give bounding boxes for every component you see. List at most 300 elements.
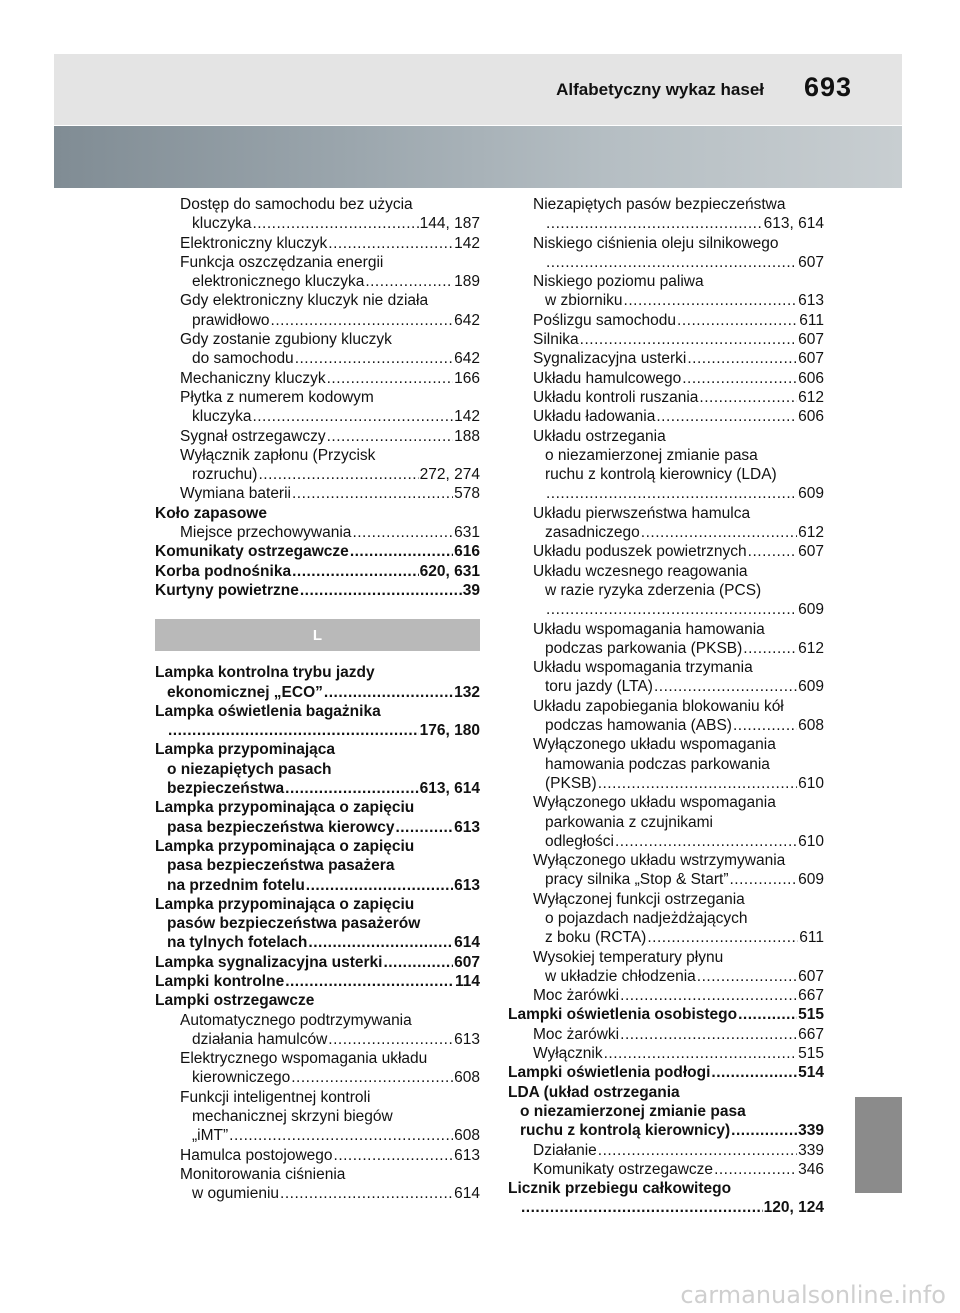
index-entry-text: Moc żarówki (533, 1025, 620, 1043)
index-entry (155, 234, 480, 253)
index-entry (508, 851, 824, 890)
index-entry-text: prawidłowo (192, 311, 270, 329)
dot-leader (324, 683, 453, 702)
index-entry-line: Lampka przypominająca (155, 741, 336, 759)
index-list-top (155, 195, 480, 600)
dot-leader (604, 1044, 798, 1063)
page-reference: 614 (454, 934, 480, 952)
index-entry-page-line (533, 600, 824, 619)
page-reference: 642 (454, 311, 480, 329)
index-entry-line: Gdy elektroniczny kluczyk nie działa (180, 292, 429, 310)
page-reference: 609 (798, 485, 824, 503)
index-entry-text: Lampki oświetlenia podłogi (508, 1064, 711, 1082)
index-entry-line: Wyłączonego układu wspomagania (533, 794, 776, 812)
dot-leader (271, 311, 454, 330)
index-entry-line: o niezamierzonej zmianie pasa (520, 1102, 746, 1120)
dot-leader (328, 1030, 453, 1049)
page-reference: 166 (454, 369, 480, 387)
index-entry (155, 504, 480, 523)
page-reference: 611 (799, 311, 824, 329)
index-entry-page-line (180, 349, 480, 368)
index-entry-page-line (533, 253, 824, 272)
index-entry-text: Wymiana baterii (180, 485, 291, 503)
dot-leader (258, 465, 418, 484)
index-entry-page-line (155, 972, 480, 991)
index-entry-page-line (180, 1146, 480, 1165)
index-entry-text: Układu poduszek powietrznych (533, 543, 747, 561)
index-entry (508, 562, 824, 620)
index-entry-text: Moc żarówki (533, 987, 620, 1005)
index-entry-text: Miejsce przechowywania (180, 524, 352, 542)
index-entry (508, 272, 824, 311)
dot-leader (306, 876, 453, 895)
index-entry (155, 991, 480, 1010)
index-entry (155, 895, 480, 953)
page-reference: 613, 614 (763, 215, 824, 233)
dot-leader (327, 369, 454, 388)
index-entry-text: pracy silnika „Stop & Start” (545, 871, 729, 889)
dot-leader (383, 953, 453, 972)
index-entry-line: Elektrycznego wspomagania układu (180, 1050, 428, 1068)
index-entry-page-line (155, 779, 480, 798)
page-reference: 611 (799, 929, 824, 947)
index-entry-text: Komunikaty ostrzegawcze (533, 1160, 714, 1178)
page-reference: 620, 631 (419, 562, 480, 580)
index-entry-page-line (533, 639, 824, 658)
page-number: 693 (803, 72, 852, 102)
index-entry (508, 697, 824, 736)
index-entry-line: Automatycznego podtrzymywania (180, 1011, 412, 1029)
index-entry-page-line (533, 967, 824, 986)
dot-leader (300, 581, 462, 600)
index-entry-text: w ogumieniu (192, 1185, 280, 1203)
index-entry-line: Wyłącznik zapłonu (Przycisk (180, 446, 376, 464)
index-entry (155, 253, 480, 292)
index-entry (508, 658, 824, 697)
page-reference: 188 (454, 427, 480, 445)
dot-leader (252, 214, 418, 233)
index-entry-line: Układu wspomagania hamowania (533, 620, 765, 638)
dot-leader (697, 967, 797, 986)
dot-leader (738, 1005, 797, 1024)
header-bar (54, 54, 902, 125)
dot-leader (598, 774, 797, 793)
index-entry (155, 427, 480, 446)
page-reference: 613 (454, 818, 480, 836)
index-entry-line: pasa bezpieczeństwa pasażera (167, 857, 395, 875)
index-entry (155, 953, 480, 972)
index-entry-text: z boku (RCTA) (545, 929, 647, 947)
index-entry-line: Niezapiętych pasów bezpieczeństwa (533, 196, 786, 213)
dot-leader (620, 986, 797, 1005)
dot-leader (580, 330, 797, 349)
index-entry-line: Płytka z numerem kodowym (180, 388, 374, 406)
index-entry-page-line (533, 774, 824, 793)
index-entry-line: Niskiego ciśnienia oleju silnikowego (533, 234, 779, 252)
index-list-bottom (155, 663, 480, 1203)
index-entry-line: Funkcja oszczędzania energii (180, 253, 384, 271)
index-entry-page-line (533, 1044, 824, 1063)
index-entry-page-line (533, 369, 824, 388)
index-entry-page-line (533, 330, 824, 349)
index-entry-line: Układu wczesnego reagowania (533, 562, 748, 580)
page-reference: 608 (798, 717, 824, 735)
index-entry-page-line (533, 484, 824, 503)
index-entry-text: elektronicznego kluczyka (192, 273, 365, 291)
index-entry-text: bezpieczeństwa (167, 780, 285, 798)
page-reference: 142 (454, 408, 480, 426)
index-entry-page-line (155, 818, 480, 837)
dot-leader (641, 523, 797, 542)
dot-leader (252, 407, 453, 426)
dot-leader (598, 1141, 797, 1160)
page-reference: 610 (798, 832, 824, 850)
dot-leader (285, 779, 419, 798)
page-reference: 612 (798, 388, 824, 406)
index-entry (508, 890, 824, 948)
index-entry-text: kierowniczego (192, 1069, 291, 1087)
page-reference: 607 (798, 543, 824, 561)
dot-leader (168, 721, 419, 740)
index-entry (508, 369, 824, 388)
dot-leader (291, 1068, 453, 1087)
index-entry (155, 195, 480, 234)
index-entry-text: zasadniczego (545, 524, 640, 542)
dot-leader (292, 484, 453, 503)
index-entry-line: Układu pierwszeństwa hamulca (533, 504, 751, 522)
index-entry (155, 562, 480, 581)
index-entry-line: Funkcji inteligentnej kontroli (180, 1088, 371, 1106)
page-reference: 607 (798, 331, 824, 349)
index-entry-page-line (180, 1126, 480, 1145)
dot-leader (395, 818, 453, 837)
dot-leader (328, 234, 453, 253)
page-reference: 608 (454, 1069, 480, 1087)
page-reference: 614 (454, 1185, 480, 1203)
index-entry-text: na przednim fotelu (167, 876, 305, 894)
index-entry-text: pasa bezpieczeństwa kierowcy (167, 818, 395, 836)
dot-leader (624, 291, 798, 310)
index-entry (508, 349, 824, 368)
index-entry-text: działania hamulców (192, 1030, 328, 1048)
index-entry-line: Lampka kontrolna trybu jazdy (155, 664, 375, 682)
index-entry-line: Monitorowania ciśnienia (180, 1165, 346, 1183)
index-entry-text: kluczyka (192, 408, 252, 426)
index-entry-page-line (180, 465, 480, 484)
index-entry (155, 1088, 480, 1146)
index-entry-text: Hamulca postojowego (180, 1146, 333, 1164)
index-entry-page-line (180, 311, 480, 330)
page-reference: 120, 124 (763, 1199, 824, 1217)
index-entry-page-line (533, 214, 824, 233)
dot-leader (334, 1146, 454, 1165)
page-reference: 132 (454, 683, 480, 701)
dot-leader (229, 1126, 453, 1145)
index-entry-text: Sygnał ostrzegawczy (180, 427, 326, 445)
index-entry-line: ruchu z kontrolą kierownicy (LDA) (545, 466, 777, 484)
page-reference: 612 (798, 639, 824, 657)
dot-leader (743, 639, 797, 658)
page-reference: 189 (454, 273, 480, 291)
index-entry (508, 542, 824, 561)
index-entry-page-line (180, 407, 480, 426)
index-entry-page-line (180, 427, 480, 446)
index-entry (155, 837, 480, 895)
index-entry-page-line (180, 272, 480, 291)
index-entry-page-line (155, 562, 480, 581)
page-reference: 607 (454, 953, 480, 971)
index-entry-text: w zbiorniku (545, 292, 623, 310)
index-entry (155, 1049, 480, 1088)
index-entry (155, 330, 480, 369)
page-reference: 610 (798, 774, 824, 792)
index-entry (508, 330, 824, 349)
index-entry-line: mechanicznej skrzyni biegów (192, 1108, 393, 1126)
page-reference: 667 (798, 1025, 824, 1043)
dot-leader (365, 272, 453, 291)
index-entry-page-line (533, 407, 824, 426)
index-entry-page-line (508, 1121, 824, 1140)
page-reference: 616 (454, 543, 480, 561)
index-entry (508, 234, 824, 273)
index-entry (155, 581, 480, 600)
index-entry (508, 311, 824, 330)
dot-leader (748, 542, 797, 561)
index-entry-text: kluczyka (192, 215, 252, 233)
index-entry-page-line (155, 721, 480, 740)
page-reference: 613 (798, 292, 824, 310)
page-reference: 346 (798, 1160, 824, 1178)
index-entry-text: Lampki oświetlenia osobistego (508, 1006, 738, 1024)
index-entry (508, 986, 824, 1005)
index-entry-page-line (533, 1160, 824, 1179)
index-entry-line: Dostęp do samochodu bez użycia (180, 196, 413, 213)
index-entry (508, 388, 824, 407)
index-entry-page-line (155, 953, 480, 972)
index-entry-line: o niezamierzonej zmianie pasa (545, 446, 758, 464)
index-list-right (508, 195, 824, 1218)
index-entry-text: Mechaniczny kluczyk (180, 369, 326, 387)
index-entry-text: na tylnych fotelach (167, 934, 308, 952)
index-entry (155, 446, 480, 485)
dot-leader (731, 1121, 797, 1140)
page-reference: 609 (798, 601, 824, 619)
index-entry-line: o pojazdach nadjeżdżających (545, 909, 748, 927)
dot-leader (615, 832, 797, 851)
page-reference: 607 (798, 253, 824, 271)
index-entry-text: toru jazdy (LTA) (545, 678, 653, 696)
index-entry-page-line (180, 1184, 480, 1203)
index-entry-page-line (155, 581, 480, 600)
page-reference: 272, 274 (419, 466, 480, 484)
index-entry-page-line (533, 677, 824, 696)
index-entry (155, 1165, 480, 1204)
index-entry (508, 1044, 824, 1063)
dot-leader (714, 1160, 797, 1179)
index-entry (155, 523, 480, 542)
dot-leader (285, 972, 454, 991)
index-entry (155, 542, 480, 561)
index-entry-line: o niezapiętych pasach (167, 760, 332, 778)
index-entry (155, 740, 480, 798)
header-title: Alfabetyczny wykaz haseł (556, 80, 764, 99)
index-entry-text: ekonomicznej „ECO” (167, 683, 323, 701)
index-entry (508, 1083, 824, 1141)
index-entry-line: LDA (układ ostrzegania (508, 1083, 680, 1101)
index-entry-page-line (508, 1063, 824, 1082)
index-entry-text: Poślizgu samochodu (533, 311, 677, 329)
index-entry-page-line (533, 716, 824, 735)
index-entry-text: w układzie chłodzenia (545, 967, 696, 985)
index-entry (508, 735, 824, 793)
index-entry (508, 620, 824, 659)
index-entry-line: Gdy zostanie zgubiony kluczyk (180, 331, 392, 349)
index-entry-page-line (533, 928, 824, 947)
index-entry-text: Lampka sygnalizacyjna usterki (155, 953, 383, 971)
index-entry (155, 702, 480, 741)
dot-leader (352, 523, 453, 542)
page-reference: 642 (454, 350, 480, 368)
page-reference: 608 (454, 1127, 480, 1145)
section-letter: L (312, 626, 323, 644)
index-entry (155, 798, 480, 837)
index-entry-text: Układu ładowania (533, 408, 656, 426)
index-entry-text: Lampki kontrolne (155, 972, 285, 990)
index-entry-line: Lampki ostrzegawcze (155, 992, 315, 1010)
index-column-left (155, 195, 480, 1204)
index-entry-page-line (155, 933, 480, 952)
index-entry (508, 427, 824, 504)
page-reference: 515 (798, 1006, 824, 1024)
index-entry-line: Wyłączonego układu wspomagania (533, 736, 776, 754)
dot-leader (654, 677, 797, 696)
index-entry-page-line (533, 986, 824, 1005)
page-reference: 339 (798, 1141, 824, 1159)
dot-leader (280, 1184, 453, 1203)
page-reference: 607 (798, 350, 824, 368)
index-entry (508, 1160, 824, 1179)
index-entry-line: Wyłączonej funkcji ostrzegania (533, 890, 745, 908)
index-entry (508, 948, 824, 987)
index-entry-page-line (180, 484, 480, 503)
index-entry (155, 972, 480, 991)
index-entry-page-line (180, 1068, 480, 1087)
page-reference: 613 (454, 1030, 480, 1048)
index-entry-page-line (180, 234, 480, 253)
index-entry-text: podczas hamowania (ABS) (545, 717, 732, 735)
index-entry-line: Układu ostrzegania (533, 427, 666, 445)
page-reference: 515 (798, 1045, 824, 1063)
index-entry-page-line (533, 388, 824, 407)
dot-leader (677, 311, 798, 330)
index-entry-text: Elektroniczny kluczyk (180, 234, 328, 252)
index-entry (155, 1146, 480, 1165)
index-entry-line: pasów bezpieczeństwa pasażerów (167, 915, 421, 933)
index-entry-text: Układu kontroli ruszania (533, 388, 699, 406)
page-reference: 142 (454, 234, 480, 252)
index-entry (508, 1025, 824, 1044)
thumb-index-tab (855, 1097, 902, 1193)
index-entry-page-line (533, 1025, 824, 1044)
watermark: carmanualsonline.info (680, 1281, 946, 1309)
index-entry-line: hamowania podczas parkowania (545, 755, 770, 773)
page-reference: 613, 614 (419, 780, 480, 798)
index-entry (508, 407, 824, 426)
page-reference: 612 (798, 524, 824, 542)
index-entry-text: ruchu z kontrolą kierownicy) (520, 1122, 731, 1140)
dot-leader (546, 600, 797, 619)
index-entry-line: Układu zapobiegania blokowaniu kół (533, 697, 784, 715)
page-reference: 514 (798, 1064, 824, 1082)
dot-leader (308, 933, 453, 952)
index-entry-text: Korba podnośnika (155, 562, 292, 580)
index-column-right (508, 195, 824, 1218)
index-entry-text: odległości (545, 832, 614, 850)
dot-leader (711, 1063, 797, 1082)
index-entry-page-line (155, 876, 480, 895)
index-entry (508, 1063, 824, 1082)
index-entry-text: Sygnalizacyjna usterki (533, 350, 687, 368)
index-entry (155, 1011, 480, 1050)
dot-leader (292, 562, 419, 581)
index-entry-page-line (533, 1141, 824, 1160)
index-entry-line: Lampka oświetlenia bagażnika (155, 702, 381, 720)
index-entry (508, 504, 824, 543)
index-entry-line: Koło zapasowe (155, 504, 267, 522)
dot-leader (647, 928, 798, 947)
index-entry-text: „iMT” (192, 1127, 229, 1145)
index-entry-page-line (533, 542, 824, 561)
index-entry (508, 1005, 824, 1024)
page-reference: 606 (798, 369, 824, 387)
index-entry-page-line (180, 214, 480, 233)
dot-leader (521, 1198, 763, 1217)
dot-leader (656, 407, 797, 426)
index-entry-text: Silnika (533, 331, 579, 349)
index-entry-text: Kurtyny powietrzne (155, 581, 299, 599)
index-entry-page-line (533, 832, 824, 851)
page-reference: 606 (798, 408, 824, 426)
index-entry-page-line (533, 523, 824, 542)
index-entry (508, 1141, 824, 1160)
index-entry-page-line (180, 1030, 480, 1049)
header-gradient-band (54, 126, 902, 188)
index-entry-line: parkowania z czujnikami (545, 813, 713, 831)
index-entry-text: do samochodu (192, 350, 294, 368)
index-entry (155, 291, 480, 330)
page-reference: 609 (798, 678, 824, 696)
page-reference: 607 (798, 967, 824, 985)
page-reference: 613 (454, 1146, 480, 1164)
page-reference: 613 (454, 876, 480, 894)
page-reference: 609 (798, 871, 824, 889)
index-entry-line: Wyłączonego układu wstrzymywania (533, 852, 786, 870)
dot-leader (733, 716, 797, 735)
index-entry-text: rozruchu) (192, 466, 258, 484)
page-reference: 144, 187 (419, 215, 480, 233)
index-entry-line: w razie ryzyka zderzenia (PCS) (545, 581, 762, 599)
index-entry-text: Komunikaty ostrzegawcze (155, 543, 349, 561)
index-entry-line: Lampka przypominająca o zapięciu (155, 799, 415, 817)
page-reference: 631 (454, 524, 480, 542)
index-entry (508, 1179, 824, 1218)
index-entry-text: podczas parkowania (PKSB) (545, 639, 743, 657)
index-entry-text: Wyłącznik (533, 1045, 603, 1063)
dot-leader (729, 870, 797, 889)
dot-leader (546, 484, 797, 503)
index-entry-line: Lampka przypominająca o zapięciu (155, 837, 415, 855)
index-entry (508, 793, 824, 851)
